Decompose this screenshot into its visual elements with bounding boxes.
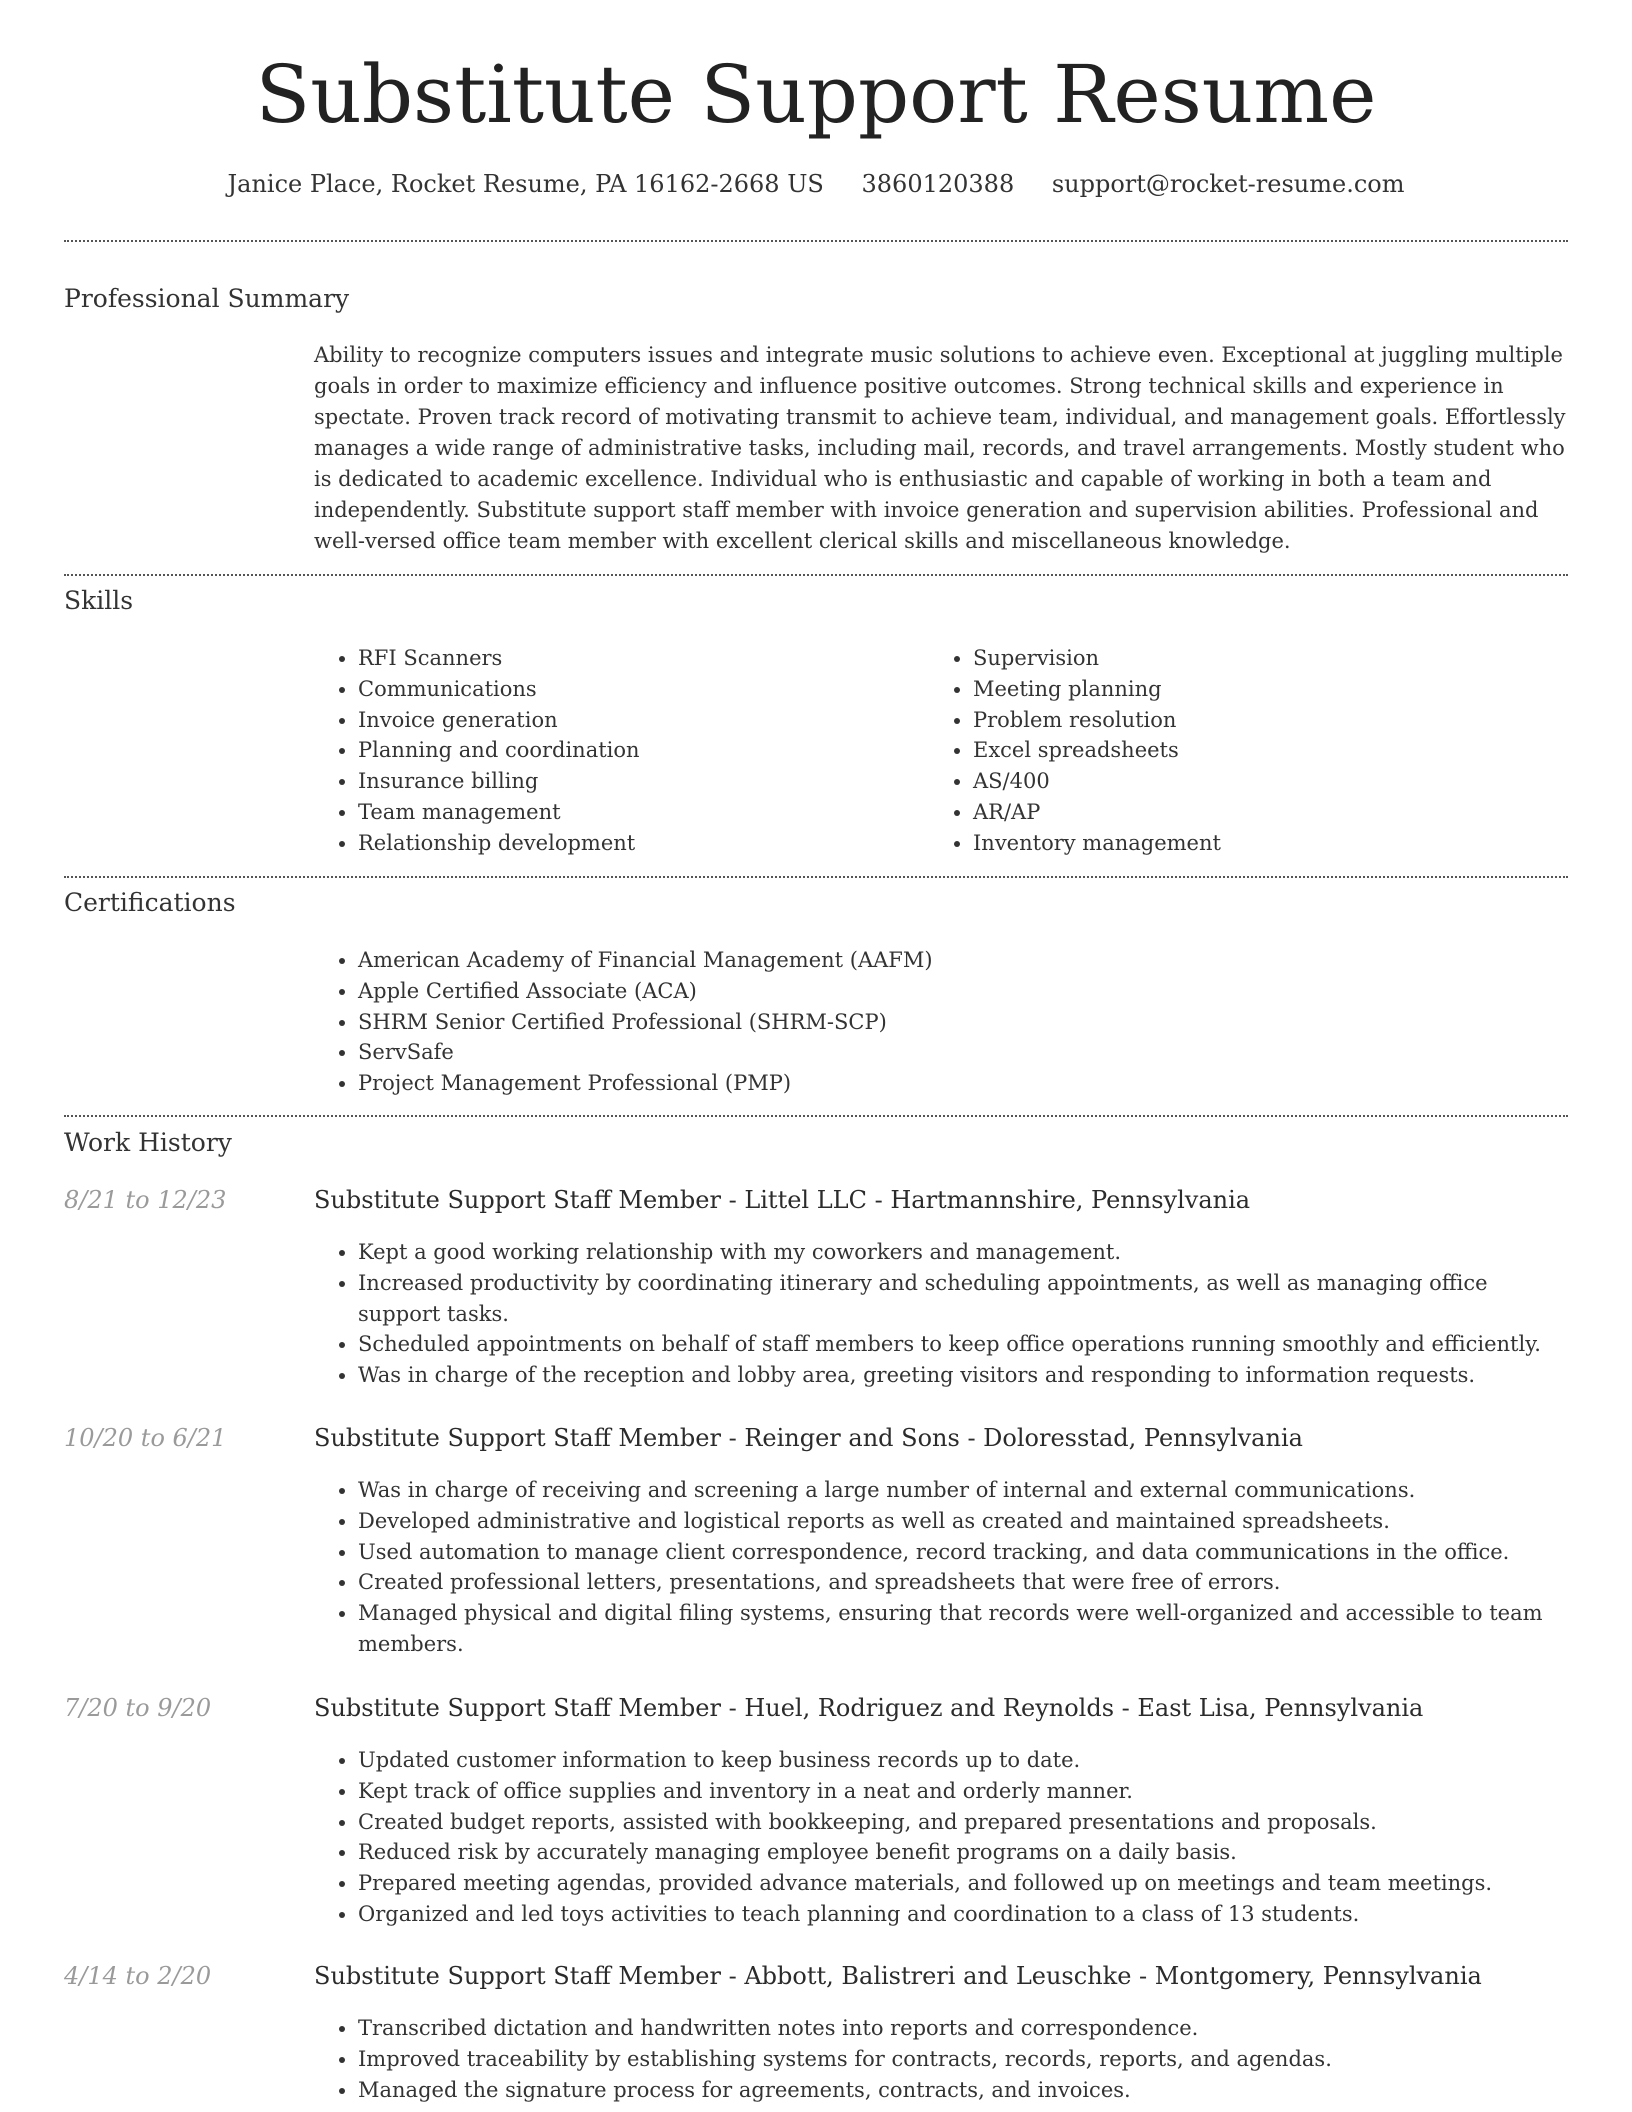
job-bullet: • Transcribed dictation and handwritten notes into reports and correspondence. <box>358 2013 1568 2044</box>
job-bullets <box>314 1237 1568 1391</box>
job-bullet: • Created professional letters, presentations, and spreadsheets that were free of errors. <box>358 1567 1568 1598</box>
section-heading-summary: Professional Summary <box>64 284 350 313</box>
skill-item: • Inventory management <box>973 828 1529 859</box>
skill-item: • AS/400 <box>973 766 1529 797</box>
skill-item: • Planning and coordination <box>358 735 914 766</box>
certification-item: • Project Management Professional (PMP) <box>358 1068 1568 1099</box>
certifications-list <box>314 945 1568 1099</box>
job-bullet: • Updated customer information to keep business records up to date. <box>358 1745 1568 1776</box>
certification-item: • SHRM Senior Certified Professional (SHRM-SCP) <box>358 1007 1568 1038</box>
job-bullets <box>314 1745 1568 1930</box>
job-title: Substitute Support Staff Member - Abbott, Balistreri and Leuschke - Montgomery, Pennsylvania <box>314 1962 1482 1990</box>
resume-title: Substitute Support Resume <box>255 48 1377 141</box>
section-heading-certifications: Certifications <box>64 888 236 917</box>
skills-list-right <box>929 643 1529 859</box>
job-bullet: • Kept a good working relationship with my coworkers and management. <box>358 1237 1568 1268</box>
divider <box>64 574 1568 576</box>
skill-item: • RFI Scanners <box>358 643 914 674</box>
job-bullet: • Prepared meeting agendas, provided advance materials, and followed up on meetings and team meetings. <box>358 1868 1568 1899</box>
skill-item: • Relationship development <box>358 828 914 859</box>
job-bullet: • Increased productivity by coordinating itinerary and scheduling appointments, as well as managing office support tasks. <box>358 1268 1568 1330</box>
job-bullet: • Managed physical and digital filing systems, ensuring that records were well-organized and accessible to team members. <box>358 1598 1568 1660</box>
job-dates: 10/20 to 6/21 <box>64 1424 227 1452</box>
certification-item: • Apple Certified Associate (ACA) <box>358 976 1568 1007</box>
divider <box>64 1115 1568 1117</box>
summary-text: Ability to recognize computers issues and integrate music solutions to achieve even. Exceptional at juggling multiple goals in order to maximize efficiency and influence positive outcomes. Strong technical skills and experience in spectate. Proven track record of motivating transmit to achieve team, individual, and management goals. Effortlessly manages a wide range of administrative tasks, including mail, records, and travel arrangements. Mostly student who is dedicated to academic excellence. Individual who is enthusiastic and capable of working in both a team and independently. Substitute support staff member with invoice generation and supervision abilities. Professional and well-versed office team member with excellent clerical skills and miscellaneous knowledge. <box>314 343 1566 553</box>
contact-email: support@rocket-resume.com <box>1051 170 1405 198</box>
job-bullet: • Scheduled appointments on behalf of staff members to keep office operations running smoothly and efficiently. <box>358 1329 1568 1360</box>
skill-item: • Excel spreadsheets <box>973 735 1529 766</box>
divider <box>64 876 1568 878</box>
job-title: Substitute Support Staff Member - Littel LLC - Hartmannshire, Pennsylvania <box>314 1186 1251 1214</box>
job-bullet: • Was in charge of the reception and lobby area, greeting visitors and responding to information requests. <box>358 1360 1568 1391</box>
skill-item: • Supervision <box>973 643 1529 674</box>
job-bullet: • Kept track of office supplies and inventory in a neat and orderly manner. <box>358 1776 1568 1807</box>
job-title: Substitute Support Staff Member - Huel, Rodriguez and Reynolds - East Lisa, Pennsylvania <box>314 1694 1424 1722</box>
job-dates: 4/14 to 2/20 <box>64 1962 212 1990</box>
certification-item: • American Academy of Financial Management (AAFM) <box>358 945 1568 976</box>
skill-item: • Insurance billing <box>358 766 914 797</box>
skill-item: • Meeting planning <box>973 674 1529 705</box>
job-dates: 8/21 to 12/23 <box>64 1186 227 1214</box>
contact-address: Janice Place, Rocket Resume, PA 16162-2668 US <box>227 170 824 198</box>
job-bullet: • Reduced risk by accurately managing employee benefit programs on a daily basis. <box>358 1837 1568 1868</box>
contact-line <box>0 170 1632 198</box>
job-bullet: • Organized and led toys activities to teach planning and coordination to a class of 13 students. <box>358 1899 1568 1930</box>
skill-item: • Problem resolution <box>973 705 1529 736</box>
divider <box>64 240 1568 242</box>
job-bullet: • Used automation to manage client correspondence, record tracking, and data communications in the office. <box>358 1537 1568 1568</box>
contact-phone: 3860120388 <box>861 170 1015 198</box>
skill-item: • Communications <box>358 674 914 705</box>
section-heading-skills: Skills <box>64 586 134 615</box>
job-dates: 7/20 to 9/20 <box>64 1694 212 1722</box>
job-bullet: • Managed the signature process for agreements, contracts, and invoices. <box>358 2075 1568 2106</box>
skill-item: • Invoice generation <box>358 705 914 736</box>
skills-list-left <box>314 643 914 859</box>
skill-item: • Team management <box>358 797 914 828</box>
job-bullets <box>314 1475 1568 1660</box>
job-bullets <box>314 2013 1568 2105</box>
job-bullet: • Was in charge of receiving and screening a large number of internal and external communications. <box>358 1475 1568 1506</box>
job-bullet: • Developed administrative and logistical reports as well as created and maintained spreadsheets. <box>358 1506 1568 1537</box>
skill-item: • AR/AP <box>973 797 1529 828</box>
job-title: Substitute Support Staff Member - Reinger and Sons - Doloresstad, Pennsylvania <box>314 1424 1303 1452</box>
section-heading-work-history: Work History <box>64 1128 232 1157</box>
certification-item: • ServSafe <box>358 1037 1568 1068</box>
job-bullet: • Improved traceability by establishing systems for contracts, records, reports, and agendas. <box>358 2044 1568 2075</box>
job-bullet: • Created budget reports, assisted with bookkeeping, and prepared presentations and proposals. <box>358 1807 1568 1838</box>
